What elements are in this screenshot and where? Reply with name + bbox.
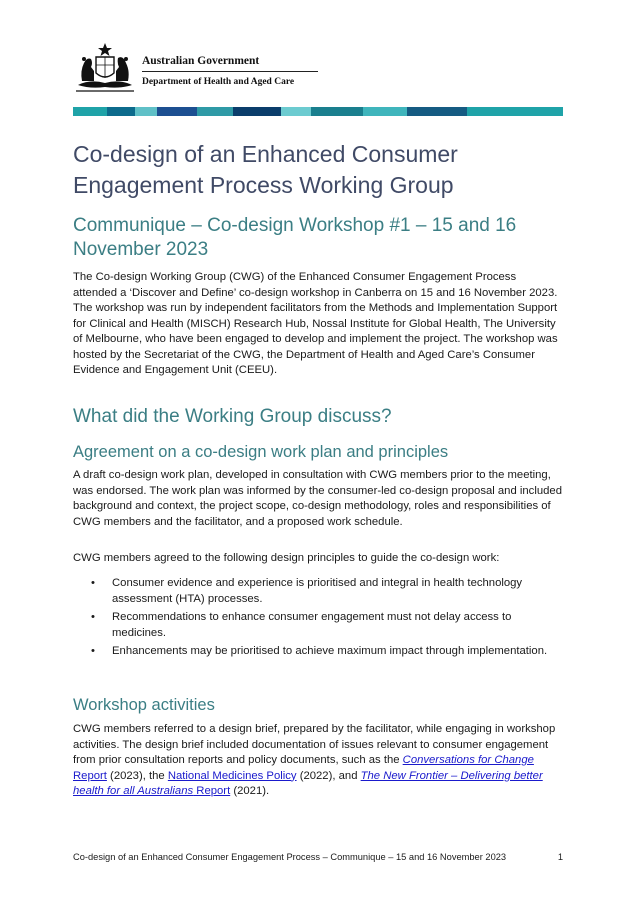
list-item-text: Enhancements may be prioritised to achieve maximum impact through implementation. [112, 645, 548, 657]
workshop-text: (2023), the [106, 769, 168, 782]
page-footer [73, 851, 563, 863]
section-heading: What did the Working Group discuss? [73, 406, 392, 427]
color-bar-segment [197, 107, 233, 116]
national-medicines-policy-link[interactable]: National Medicines Policy [167, 769, 297, 782]
principles-list [73, 576, 563, 663]
intro-paragraph: The Co-design Working Group (CWG) of the Enhanced Consumer Engagement Process attended a ‘Discover and Define’ co-design workshop in Canberra on 15 and 16 November 2023. The workshop was run by independent facilitators from the Methods and Implementation Support for Clinical and Health (MISCH) Research Hub, Nossal Institute for Global Health, The University of Melbourne, who have been engaged to develop and implement the project. The workshop was hosted by the Secretariat of the CWG, the Department of Health and Aged Care’s Consumer Evidence and Engagement Unit (CEEU). [73, 271, 558, 376]
list-item [73, 644, 563, 660]
workshop-text: (2021). [230, 785, 270, 797]
workshop-heading: Workshop activities [73, 696, 215, 714]
workshop-paragraph [73, 722, 563, 800]
page-number: 1 [557, 852, 563, 862]
header-color-bar [73, 107, 563, 116]
workshop-text: (2022), and [296, 769, 361, 782]
color-bar-segment [467, 107, 563, 116]
color-bar-segment [363, 107, 407, 116]
government-name: Australian Government [142, 55, 260, 67]
list-item-text: Consumer evidence and experience is prioritised and integral in health technology assessment (HTA) processes. [112, 577, 523, 605]
color-bar-segment [135, 107, 157, 116]
document-subtitle: Communique – Co-design Workshop #1 – 15 and 16 November 2023 [73, 215, 517, 260]
workshop-text: CWG members referred to a design brief, prepared by the facilitator, while engaging in workshop activities. The design brief included documentation of issues relevant to consumer engagement from prior consultation reports and policy documents, such as the [73, 723, 556, 766]
document-title: Co-design of an Enhanced Consumer Engagement Process Working Group [73, 141, 458, 198]
government-branding [142, 54, 320, 88]
color-bar-segment [233, 107, 281, 116]
color-bar-segment [311, 107, 363, 116]
footer-text: Co-design of an Enhanced Consumer Engagement Process – Communique – 15 and 16 November 2023 [73, 852, 507, 862]
agreement-paragraph: A draft co-design work plan, developed in consultation with CWG members prior to the meeting, was endorsed. The work plan was informed by the consumer-led co-design proposal and included background and context, the project scope, co-design methodology, roles and responsibilities of CWG members and the facilitator, and a proposed work schedule. [73, 469, 562, 528]
new-frontier-report-link[interactable]: Report [193, 785, 231, 797]
list-item [73, 610, 563, 641]
conversations-for-change-link[interactable]: Conversations for Change [402, 754, 534, 766]
bullet-icon: • [91, 611, 95, 623]
principles-intro: CWG members agreed to the following design principles to guide the co-design work: [73, 552, 500, 564]
list-item [73, 576, 563, 607]
bullet-icon: • [91, 577, 95, 589]
color-bar-segment [281, 107, 311, 116]
color-bar-segment [407, 107, 467, 116]
new-frontier-link[interactable]: The New Frontier – Delivering better health for all Australians [73, 769, 543, 797]
color-bar-segment [107, 107, 135, 116]
department-name: Department of Health and Aged Care [142, 77, 295, 87]
agreement-heading: Agreement on a co-design work plan and principles [73, 443, 449, 461]
list-item-text: Recommendations to enhance consumer engagement must not delay access to medicines. [112, 611, 512, 639]
color-bar-segment [73, 107, 107, 116]
branding-divider [142, 71, 318, 72]
coat-of-arms-icon [74, 41, 136, 93]
conversations-report-link[interactable]: Report [73, 769, 107, 782]
bullet-icon: • [91, 645, 95, 657]
color-bar-segment [157, 107, 197, 116]
